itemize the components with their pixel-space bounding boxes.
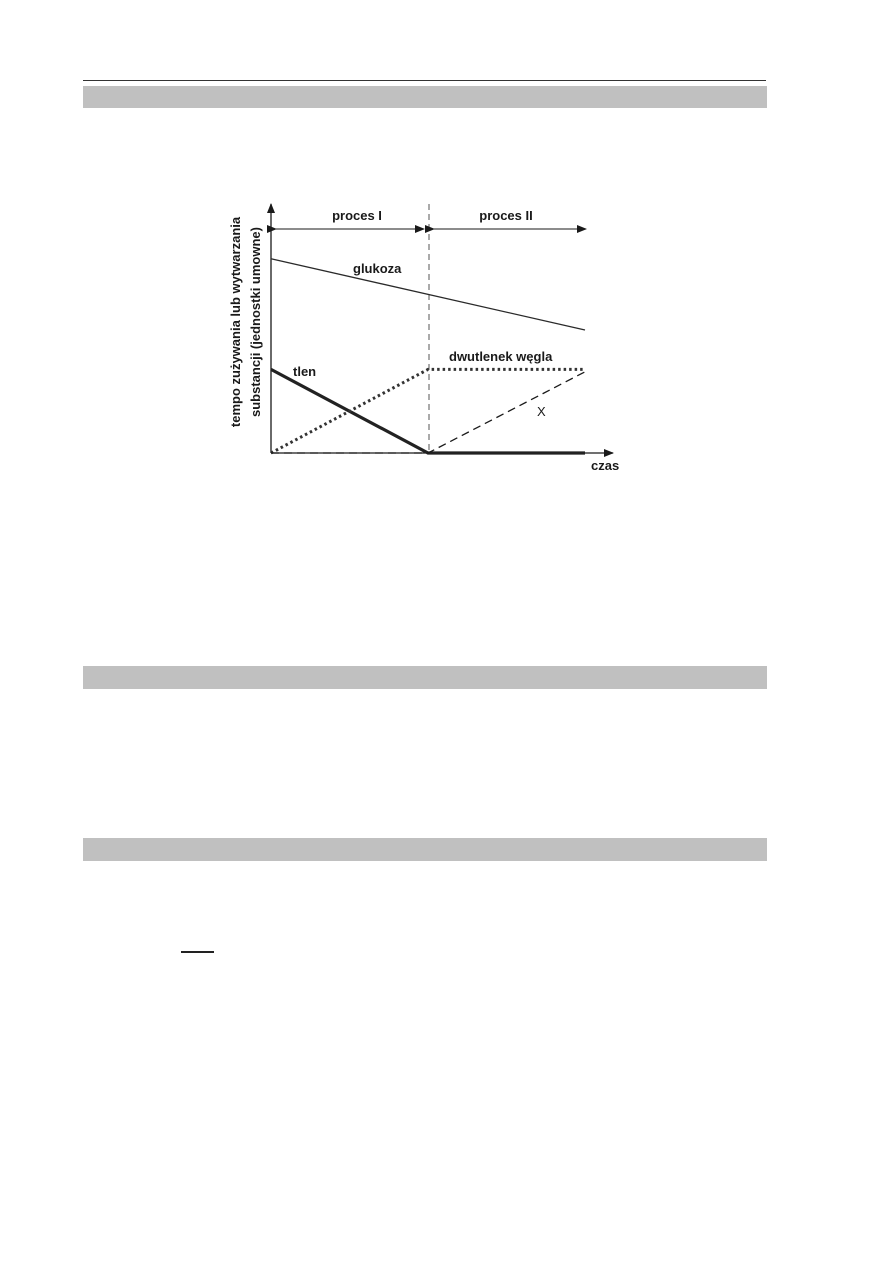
- series-glukoza-label: glukoza: [353, 261, 402, 276]
- section-band-2: [83, 666, 767, 689]
- x-axis-label: czas: [591, 458, 620, 473]
- section-band-3: [83, 838, 767, 861]
- y-axis-label-line-2: substancji (jednostki umowne): [248, 227, 263, 417]
- series-glukoza-line: [271, 259, 585, 330]
- phase-proces-II: [434, 208, 586, 229]
- series-x-label: X: [537, 404, 546, 419]
- phase-proces-I: [276, 208, 424, 229]
- section-band-1: [83, 86, 767, 108]
- y-axis-label: [228, 216, 263, 427]
- series-tlen-label: tlen: [293, 364, 317, 379]
- phase-proces-II-label: proces II: [479, 208, 533, 223]
- y-axis-label-line-1: tempo zużywania lub wytwarzania: [228, 216, 243, 428]
- header-rule: [83, 80, 766, 81]
- chart: [210, 190, 640, 480]
- answer-blank-line: [181, 951, 214, 953]
- phase-proces-I-label: proces I: [332, 208, 382, 223]
- series-dwutlenek-wegla-label: dwutlenek węgla: [449, 349, 553, 364]
